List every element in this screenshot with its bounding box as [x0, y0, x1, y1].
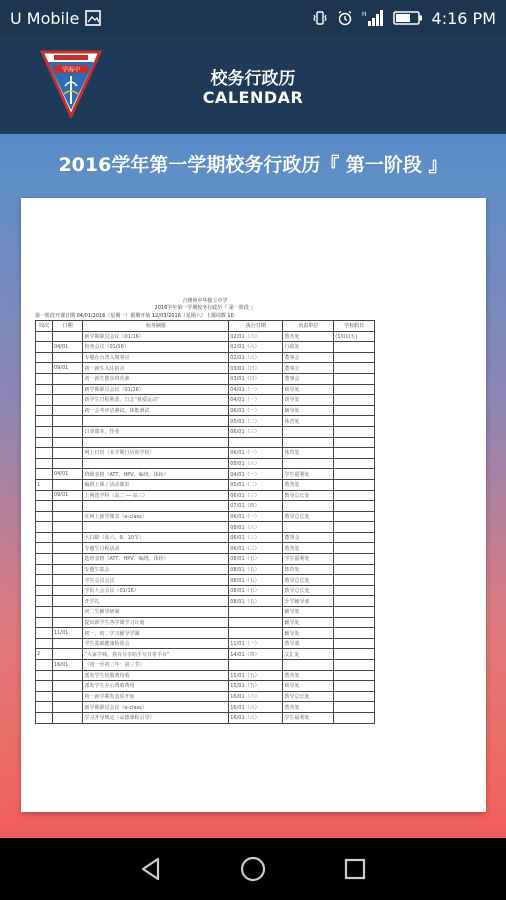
table-cell: 教导总长处 [283, 490, 334, 501]
table-cell [52, 352, 83, 363]
table-cell [334, 712, 375, 723]
table-row [36, 670, 375, 681]
table-cell [52, 426, 83, 437]
table-row [36, 479, 375, 490]
table-cell [283, 522, 334, 533]
table-cell [52, 702, 83, 713]
table-cell: 体育处 [283, 448, 334, 459]
table-cell: 15/01（五） [229, 670, 283, 681]
table-cell [334, 437, 375, 448]
table-cell: 派发学生校服费用收 [83, 670, 229, 681]
table-row [36, 363, 375, 374]
table-cell: 教导部 [283, 638, 334, 649]
table-cell [83, 416, 229, 427]
image-icon [85, 10, 101, 26]
table-cell: 新学期职员会议（01/16） [83, 331, 229, 342]
table-cell: 文汇处 [283, 649, 334, 660]
table-cell: 在网上新学课表（e-class） [83, 511, 229, 522]
table-cell [52, 384, 83, 395]
table-cell [36, 522, 53, 533]
table-cell: 训导处 [283, 681, 334, 692]
table-cell [36, 638, 53, 649]
table-row [36, 490, 375, 501]
table-cell [36, 575, 53, 586]
table-cell: 学习开导规定（品德课程引导） [83, 712, 229, 723]
table-cell: 初一会考评估测试，体能测试 [83, 405, 229, 416]
table-cell: 董事会 [283, 373, 334, 384]
table-cell [36, 607, 53, 618]
table-cell: 学生会员会议 [83, 575, 229, 586]
table-cell [283, 660, 334, 671]
table-row [36, 649, 375, 660]
vibrate-icon [312, 10, 328, 26]
table-row [36, 532, 375, 543]
table-cell [36, 596, 53, 607]
table-cell: 学报大会会议（01/16） [83, 585, 229, 596]
table-cell: 董事会 [283, 363, 334, 374]
table-cell [36, 416, 53, 427]
table-cell: 学生福利处 [283, 469, 334, 480]
table-cell [36, 670, 53, 681]
table-cell [334, 352, 375, 363]
table-cell [83, 501, 229, 512]
table-cell [334, 458, 375, 469]
table-cell: 提出新学生各学课学习计划 [83, 617, 229, 628]
table-cell: 04/01 [52, 342, 83, 353]
table-cell [36, 437, 53, 448]
table-cell [334, 448, 375, 459]
table-cell: 16/01（六） [229, 691, 283, 702]
table-cell [334, 681, 375, 692]
table-cell: 06/01（一） [229, 405, 283, 416]
table-cell: 辅导处 [283, 607, 334, 618]
table-cell [334, 373, 375, 384]
table-cell [334, 342, 375, 353]
table-cell: 教导总长处 [283, 511, 334, 522]
table-cell [36, 511, 53, 522]
table-cell [52, 670, 83, 681]
document-school: 吉隆坡中华独立中学 [182, 298, 228, 304]
table-row [36, 405, 375, 416]
table-cell [334, 469, 375, 480]
table-row [36, 522, 375, 533]
table-cell [283, 437, 334, 448]
table-row [36, 416, 375, 427]
table-cell [52, 607, 83, 618]
table-row [36, 691, 375, 702]
table-cell: 08/01（五） [229, 596, 283, 607]
table-row [36, 554, 375, 565]
table-cell [334, 691, 375, 702]
back-button[interactable] [136, 854, 166, 884]
table-row [36, 543, 375, 554]
table-cell: 学生福利处 [283, 554, 334, 565]
table-cell [52, 638, 83, 649]
table-cell [334, 564, 375, 575]
table-cell: 08/01（六） [229, 458, 283, 469]
table-cell [334, 479, 375, 490]
table-cell [334, 638, 375, 649]
table-cell [36, 712, 53, 723]
table-row [36, 448, 375, 459]
table-cell [334, 617, 375, 628]
table-cell [36, 532, 53, 543]
table-cell [229, 617, 283, 628]
document-meta: 第一阶段开课日期 04/01/2016（星期一）假期开始 12/03/2016（星期六）上课周数 10 [35, 313, 234, 319]
table-cell: 06/01（一） [229, 448, 283, 459]
table-cell [36, 342, 53, 353]
table-row [36, 638, 375, 649]
table-cell: 辅导处 [283, 628, 334, 639]
table-cell: 2 [36, 649, 53, 660]
table-cell [52, 501, 83, 512]
column-header: 日期 [52, 321, 83, 332]
table-cell: 网上日历（本学期日历的学校） [83, 448, 229, 459]
table-cell [36, 352, 53, 363]
table-cell [52, 617, 83, 628]
table-cell: 专题在台湾入境事宜 [83, 352, 229, 363]
table-cell: 学生基础健康检验会 [83, 638, 229, 649]
table-row [36, 373, 375, 384]
status-bar [0, 0, 506, 36]
column-header: 学校假日 [334, 321, 375, 332]
table-cell: 04/01（一） [229, 395, 283, 406]
table-row [36, 384, 375, 395]
table-cell: 02/01（六） [229, 331, 283, 342]
table-cell: 06/01（三） [229, 543, 283, 554]
header-title: 校务行政历 [210, 69, 296, 89]
table-cell [334, 585, 375, 596]
logo-text: 学海中 [61, 66, 81, 74]
calendar-document[interactable] [21, 198, 486, 812]
table-cell [52, 596, 83, 607]
table-cell: 09/01 [52, 490, 83, 501]
table-cell [334, 522, 375, 533]
table-cell: 派发学生办公费收费用 [83, 681, 229, 692]
table-row [36, 331, 375, 342]
table-cell [334, 501, 375, 512]
table-cell [229, 607, 283, 618]
table-cell: 新学期职员会议（01/16） [83, 384, 229, 395]
table-row [36, 628, 375, 639]
table-cell: 行政处 [283, 342, 334, 353]
column-header: 校务摘要 [83, 321, 229, 332]
table-cell: 05/01（二） [229, 416, 283, 427]
table-row [36, 426, 375, 437]
table-cell: 专题生集会 [83, 564, 229, 575]
table-cell: 教务处 [283, 670, 334, 681]
table-cell: 06/01（三） [229, 490, 283, 501]
battery-icon [393, 10, 423, 26]
table-cell [283, 426, 334, 437]
table-cell: 05/01（二） [229, 479, 283, 490]
table-cell [52, 554, 83, 565]
table-cell [334, 490, 375, 501]
table-body [36, 331, 375, 723]
table-row [36, 437, 375, 448]
table-cell [283, 458, 334, 469]
table-cell [334, 670, 375, 681]
table-cell: 初一、初二学习辅导学制 [83, 628, 229, 639]
table-cell [36, 660, 53, 671]
table-row [36, 681, 375, 692]
table-cell: 教导总长处 [283, 575, 334, 586]
document-page [35, 298, 375, 724]
table-cell [52, 691, 83, 702]
table-cell [229, 660, 283, 671]
table-row [36, 511, 375, 522]
table-cell: 升学辅导部 [283, 596, 334, 607]
table-cell [36, 681, 53, 692]
table-cell: 初一新生入住宿舍 [83, 363, 229, 374]
table-cell: 08/01（六） [229, 522, 283, 533]
table-cell: 日表课本、作业 [83, 426, 229, 437]
calendar-title: 2016学年第一学期校务行政历『 第一阶段 』 [58, 154, 448, 176]
table-row [36, 607, 375, 618]
table-cell [52, 448, 83, 459]
table-cell [334, 607, 375, 618]
table-cell: 15/01（五） [229, 681, 283, 692]
table-cell [334, 649, 375, 660]
table-cell [36, 490, 53, 501]
table-cell [334, 628, 375, 639]
table-cell: 专题生日程活动 [83, 543, 229, 554]
table-cell [334, 702, 375, 713]
table-cell: 09/01 [52, 363, 83, 374]
table-cell: 16/01（六） [229, 712, 283, 723]
table-cell [334, 416, 375, 427]
header-subtitle: CALENDAR [202, 88, 304, 107]
table-cell: 训导处 [283, 395, 334, 406]
table-cell [52, 543, 83, 554]
table-cell: 11/01（一） [229, 638, 283, 649]
table-cell: 08/01（五） [229, 564, 283, 575]
table-cell [36, 691, 53, 702]
table-cell [52, 373, 83, 384]
table-cell [52, 681, 83, 692]
table-row [36, 585, 375, 596]
table-cell [229, 628, 283, 639]
recents-icon [343, 857, 367, 881]
table-row [36, 564, 375, 575]
table-row [36, 342, 375, 353]
table-cell [36, 405, 53, 416]
table-cell: 学生福利处 [283, 712, 334, 723]
table-cell [52, 585, 83, 596]
carrier-name: U Mobile [10, 8, 80, 28]
table-cell [334, 384, 375, 395]
table-cell: 04/01 [52, 469, 83, 480]
table-cell [52, 564, 83, 575]
table-cell: 14/01（四） [229, 649, 283, 660]
navigation-bar [0, 838, 506, 900]
signal-icon [362, 10, 384, 26]
table-row [36, 617, 375, 628]
table-cell: 班级表格（ATT、HPV、编班、体检） [83, 469, 229, 480]
table-cell: 教务处 [283, 331, 334, 342]
home-button[interactable] [238, 854, 268, 884]
table-cell [36, 564, 53, 575]
table-row [36, 395, 375, 406]
table-cell: 11/01 [52, 628, 83, 639]
calendar-table [35, 320, 375, 724]
table-cell: 03/01（日） [229, 373, 283, 384]
table-cell: 体育处 [283, 416, 334, 427]
table-cell [36, 585, 53, 596]
table-cell [83, 458, 229, 469]
table-cell [52, 405, 83, 416]
table-cell: 教导总长处 [283, 691, 334, 702]
table-row [36, 469, 375, 480]
table-cell: 04/01（一） [229, 469, 283, 480]
table-cell: 02/01（六） [229, 352, 283, 363]
table-row [36, 702, 375, 713]
table-cell: 08/01（五） [229, 554, 283, 565]
table-cell [52, 532, 83, 543]
table-cell: 1 [36, 479, 53, 490]
table-cell: 08/01（五） [229, 575, 283, 586]
table-cell: 选班表格（ATT、HPV、编班、体检） [83, 554, 229, 565]
table-cell: 初一新学期发表说开始 [83, 691, 229, 702]
table-cell: 初一新生散步班英素 [83, 373, 229, 384]
table-cell [36, 469, 53, 480]
table-cell [36, 554, 53, 565]
table-cell [283, 501, 334, 512]
table-cell [52, 437, 83, 448]
table-cell: 06/01（三） [229, 426, 283, 437]
table-cell: 辅导处 [283, 405, 334, 416]
table-cell: 06/01（一） [229, 511, 283, 522]
table-cell [52, 575, 83, 586]
table-cell [334, 395, 375, 406]
table-cell [36, 373, 53, 384]
clock-time: 4:16 PM [431, 8, 496, 28]
table-row [36, 596, 375, 607]
table-cell: 新学生日程熟悉，日志“我爱运动” [83, 395, 229, 406]
column-header: 执行日期 [229, 321, 283, 332]
table-cell [229, 437, 283, 448]
table-cell [52, 712, 83, 723]
table-cell [334, 511, 375, 522]
table-cell [36, 501, 53, 512]
back-icon [138, 856, 164, 882]
table-cell [334, 405, 375, 416]
table-cell [334, 543, 375, 554]
table-cell: 06/01（三） [229, 532, 283, 543]
table-cell [36, 426, 53, 437]
table-cell [36, 363, 53, 374]
table-cell [36, 448, 53, 459]
table-row [36, 575, 375, 586]
table-cell: 02/01（六） [229, 342, 283, 353]
table-cell [36, 331, 53, 342]
table-cell: 校务会议（01/16） [83, 342, 229, 353]
column-header: 周次 [36, 321, 53, 332]
alarm-icon [337, 10, 353, 26]
table-cell: 开学礼 [83, 596, 229, 607]
home-icon [239, 855, 267, 883]
table-cell [36, 617, 53, 628]
table-cell: 04/01（一） [229, 384, 283, 395]
table-cell: 编班上课 / 活动课表 [83, 479, 229, 490]
table-cell [36, 702, 53, 713]
table-cell: 16/01 [52, 660, 83, 671]
table-cell [36, 384, 53, 395]
table-cell: （初一至初二年：第三节） [83, 660, 229, 671]
table-cell: 董事会 [283, 352, 334, 363]
table-cell [52, 511, 83, 522]
table-cell [36, 628, 53, 639]
table-cell [83, 522, 229, 533]
table-cell: 教务处 [283, 479, 334, 490]
table-cell: 03/01（日） [229, 363, 283, 374]
table-cell [334, 575, 375, 586]
table-cell: 教务处 [283, 702, 334, 713]
table-cell [52, 649, 83, 660]
table-cell [52, 416, 83, 427]
table-cell: 教导总长处 [283, 585, 334, 596]
table-cell [334, 532, 375, 543]
table-cell: 08/01（五） [229, 585, 283, 596]
table-cell [36, 395, 53, 406]
document-title: 2016学年第一学期校务行政历『 第一阶段 』 [154, 305, 256, 311]
table-cell: 体育处 [283, 564, 334, 575]
table-row [36, 660, 375, 671]
app-header [0, 36, 506, 134]
table-header-row [36, 321, 375, 332]
table-cell [52, 458, 83, 469]
table-cell: 上网选学科（高二 — 高三） [83, 490, 229, 501]
table-cell [36, 458, 53, 469]
table-cell: (1/01(五) [334, 331, 375, 342]
table-cell [334, 363, 375, 374]
table-cell: 辅导处 [283, 617, 334, 628]
table-cell [52, 522, 83, 533]
table-cell: 训导处 [283, 384, 334, 395]
table-cell: 大扫除（周六、9、10节） [83, 532, 229, 543]
recents-button[interactable] [340, 854, 370, 884]
table-cell [52, 395, 83, 406]
table-cell [83, 437, 229, 448]
table-cell [52, 331, 83, 342]
table-cell: “大家学韩，我有分享给手写日常平台” [83, 649, 229, 660]
table-cell [36, 543, 53, 554]
table-row [36, 712, 375, 723]
table-cell: 董事会 [283, 532, 334, 543]
table-cell [334, 596, 375, 607]
table-row [36, 501, 375, 512]
table-cell: 16/01（六） [229, 702, 283, 713]
table-row [36, 458, 375, 469]
table-cell [334, 426, 375, 437]
table-cell [334, 554, 375, 565]
table-cell: 教务处 [283, 543, 334, 554]
table-cell: 初二生辅导研制 [83, 607, 229, 618]
table-row [36, 352, 375, 363]
table-cell [334, 660, 375, 671]
svg-text:H: H [361, 11, 367, 18]
table-cell: 07/01（四） [229, 501, 283, 512]
table-cell: 新学期职员会议（e-class） [83, 702, 229, 713]
column-header: 负责单位 [283, 321, 334, 332]
table-cell [52, 479, 83, 490]
